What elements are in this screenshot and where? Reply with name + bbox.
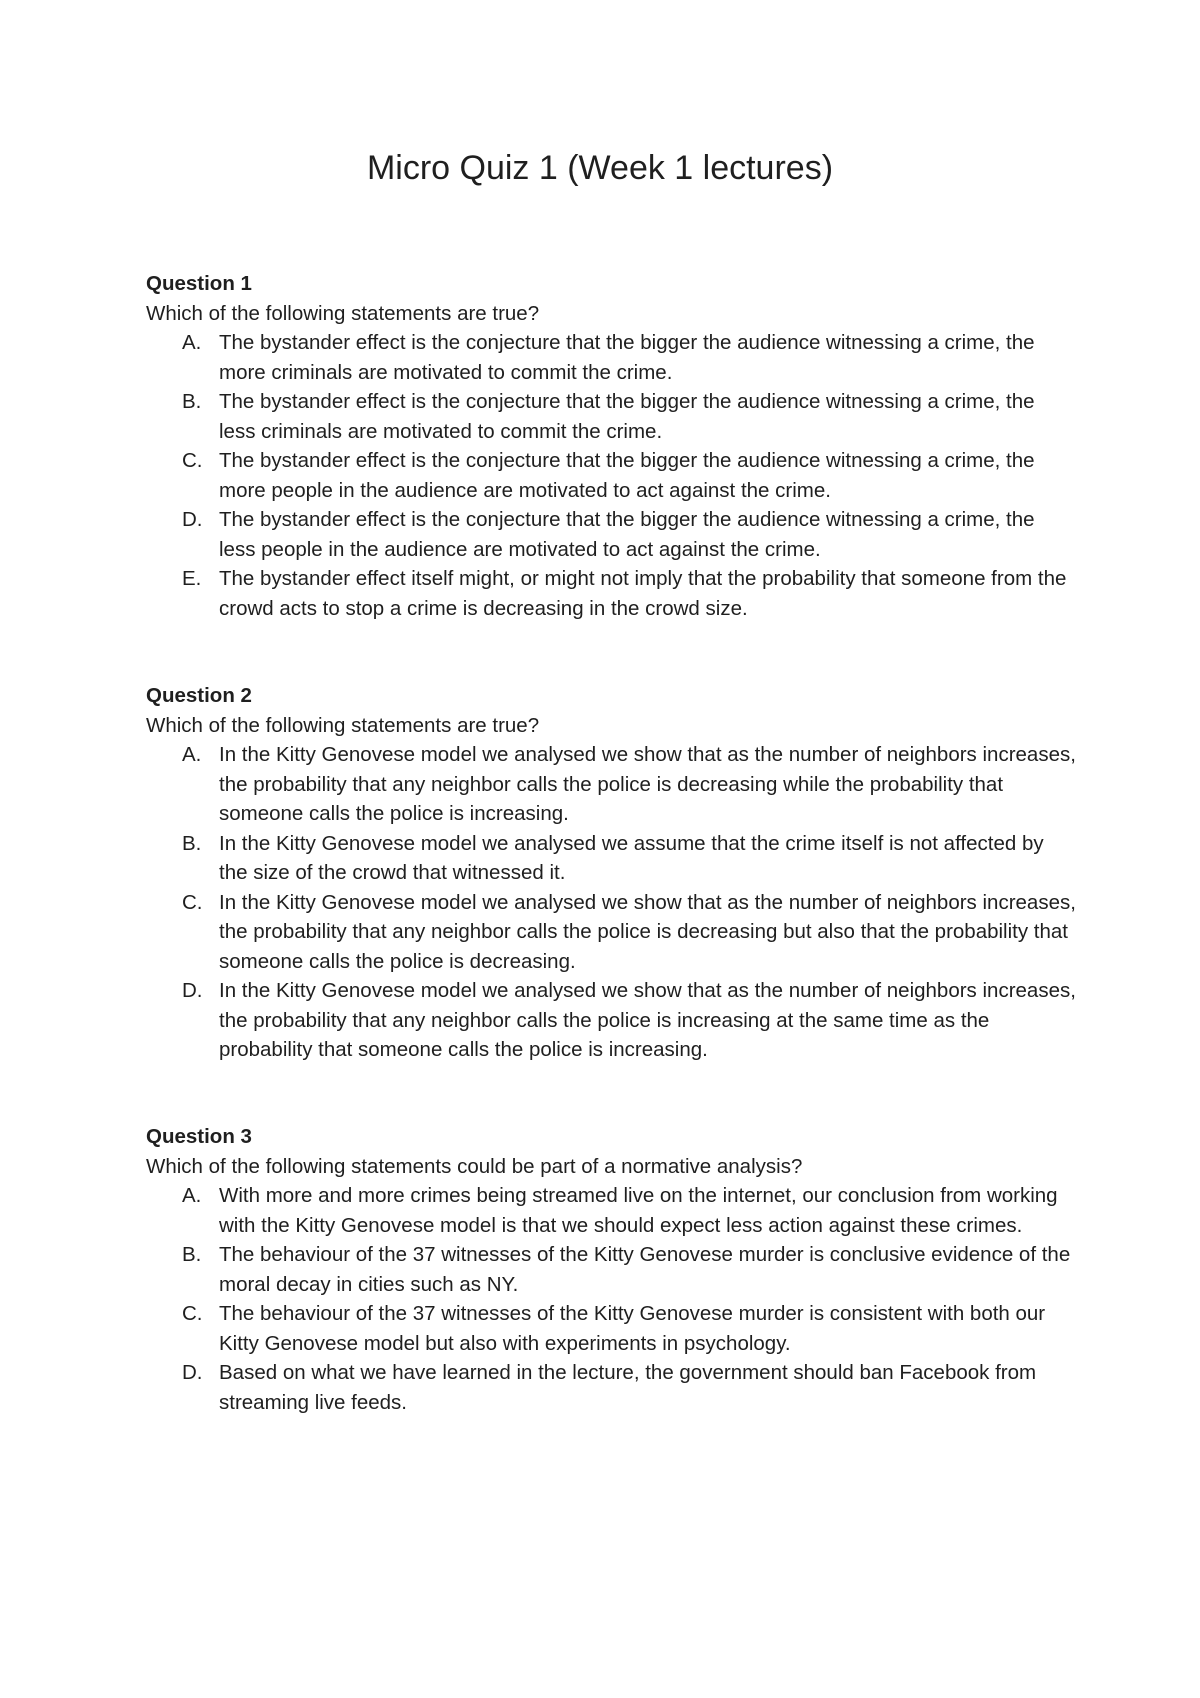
answer-option-d bbox=[146, 505, 1076, 564]
option-letter: A. bbox=[182, 331, 202, 354]
option-text: The behaviour of the 37 witnesses of the Kitty Genovese murder is conclusive evidence of the moral decay in cities such as NY. bbox=[219, 1243, 1071, 1296]
question-2 bbox=[146, 681, 1076, 1065]
option-text: The bystander effect is the conjecture that the bigger the audience witnessing a crime, the less criminals are motivated to commit the crime. bbox=[219, 390, 1035, 443]
option-text: The bystander effect itself might, or might not imply that the probability that someone from the crowd acts to stop a crime is decreasing in the crowd size. bbox=[219, 567, 1067, 620]
option-text: In the Kitty Genovese model we analysed we assume that the crime itself is not affected by the size of the crowd that witnessed it. bbox=[219, 831, 1044, 884]
question-heading: Question 2 bbox=[146, 684, 252, 707]
answer-option-c bbox=[146, 888, 1076, 977]
option-text: The bystander effect is the conjecture that the bigger the audience witnessing a crime, the more criminals are motivated to commit the crime. bbox=[219, 331, 1035, 384]
option-text: In the Kitty Genovese model we analysed we show that as the number of neighbors increases, the probability that any neighbor calls the police is decreasing but also that the probability that someone calls the police is decreasing. bbox=[219, 890, 1076, 973]
question-3 bbox=[146, 1122, 1076, 1417]
answer-option-a bbox=[146, 328, 1076, 387]
question-prompt: Which of the following statements are true? bbox=[146, 301, 540, 325]
option-letter: B. bbox=[182, 1243, 202, 1266]
answer-option-d bbox=[146, 976, 1076, 1065]
option-text: Based on what we have learned in the lecture, the government should ban Facebook from streaming live feeds. bbox=[219, 1361, 1037, 1414]
option-letter: A. bbox=[182, 743, 202, 766]
question-heading: Question 3 bbox=[146, 1125, 252, 1148]
option-letter: D. bbox=[182, 1361, 203, 1384]
option-letter: A. bbox=[182, 1184, 202, 1207]
option-letter: B. bbox=[182, 831, 202, 855]
option-letter: B. bbox=[182, 390, 202, 413]
option-letter: C. bbox=[182, 890, 203, 914]
answer-options bbox=[146, 1181, 1076, 1417]
option-letter: C. bbox=[182, 449, 203, 472]
option-letter: E. bbox=[182, 567, 202, 590]
question-prompt: Which of the following statements could be part of a normative analysis? bbox=[146, 1154, 803, 1178]
answer-option-d bbox=[146, 1358, 1076, 1417]
option-letter: C. bbox=[182, 1302, 203, 1325]
option-letter: D. bbox=[182, 979, 203, 1002]
document-title: Micro Quiz 1 (Week 1 lectures) bbox=[366, 149, 834, 187]
question-1 bbox=[146, 269, 1076, 623]
answer-option-b bbox=[146, 387, 1076, 446]
option-letter: D. bbox=[182, 508, 203, 531]
answer-option-a bbox=[146, 1181, 1076, 1240]
answer-option-a bbox=[146, 740, 1076, 829]
answer-option-c bbox=[146, 446, 1076, 505]
question-heading: Question 1 bbox=[146, 272, 252, 295]
answer-option-b bbox=[146, 1240, 1076, 1299]
answer-options bbox=[146, 740, 1076, 1065]
answer-option-e bbox=[146, 564, 1076, 623]
option-text: In the Kitty Genovese model we analysed we show that as the number of neighbors increases, the probability that any neighbor calls the police is decreasing while the probability that someone calls the police is increasing. bbox=[219, 743, 1076, 825]
option-text: With more and more crimes being streamed live on the internet, our conclusion from working with the Kitty Genovese model is that we should expect less action against these crimes. bbox=[219, 1184, 1058, 1237]
option-text: In the Kitty Genovese model we analysed we show that as the number of neighbors increases, the probability that any neighbor calls the police is increasing at the same time as the probability that someone calls the police is increasing. bbox=[219, 979, 1076, 1061]
option-text: The bystander effect is the conjecture that the bigger the audience witnessing a crime, the more people in the audience are motivated to act against the crime. bbox=[219, 449, 1035, 502]
option-text: The behaviour of the 37 witnesses of the Kitty Genovese murder is consistent with both our Kitty Genovese model but also with experiments in psychology. bbox=[219, 1302, 1046, 1355]
answer-options bbox=[146, 328, 1076, 623]
answer-option-c bbox=[146, 1299, 1076, 1358]
question-prompt: Which of the following statements are true? bbox=[146, 713, 540, 737]
option-text: The bystander effect is the conjecture that the bigger the audience witnessing a crime, the less people in the audience are motivated to act against the crime. bbox=[219, 508, 1035, 561]
answer-option-b bbox=[146, 829, 1076, 888]
